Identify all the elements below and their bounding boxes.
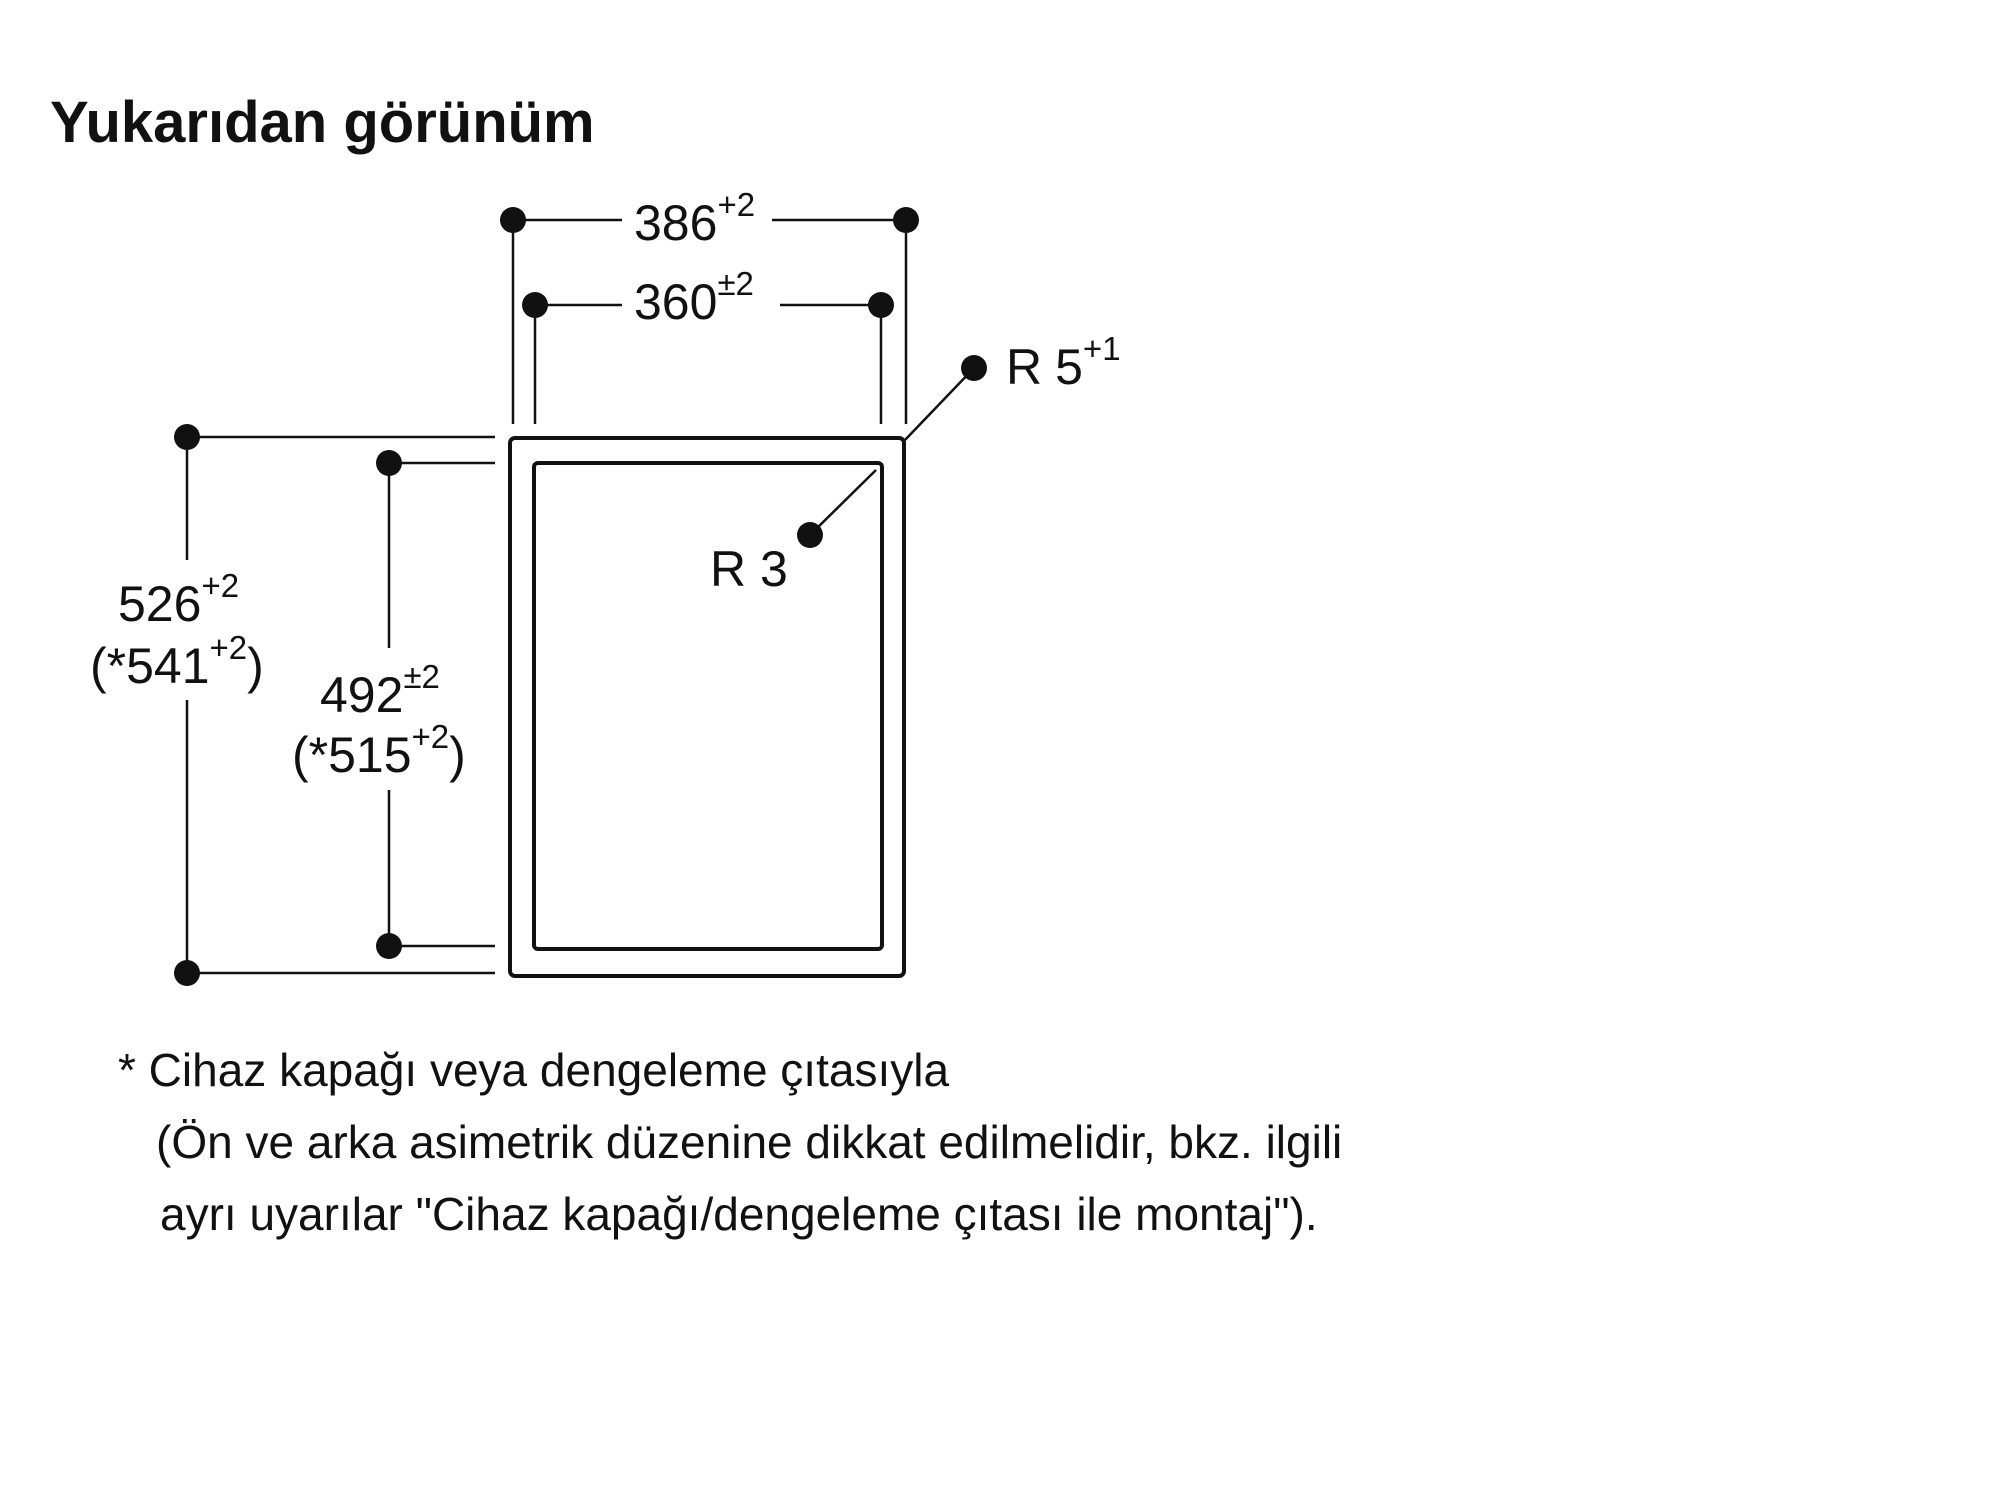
- dimension-label: [118, 567, 239, 632]
- dimension-tolerance: ±2: [403, 658, 440, 695]
- dimension-dot: [500, 207, 526, 233]
- dimension-dot: [174, 960, 200, 986]
- dimension-value: 526: [118, 576, 202, 632]
- dimension-tolerance: +2: [717, 186, 756, 223]
- radius-outer-callout: [905, 330, 1121, 440]
- dimension-value: 386: [634, 195, 718, 251]
- dimension-value: 492: [320, 667, 404, 723]
- dimension-dot: [868, 292, 894, 318]
- leader-line: [810, 470, 876, 535]
- page-title: Yukarıdan görünüm: [50, 90, 595, 155]
- dimension-tolerance: ±2: [717, 265, 754, 302]
- radius-value: 5: [1055, 339, 1083, 395]
- dimension-dot: [893, 207, 919, 233]
- dimension-dot: [522, 292, 548, 318]
- dimension-alt-tolerance: +2: [209, 629, 248, 666]
- footnote-line-2: (Ön ve arka asimetrik düzenine dikkat edilmelidir, bkz. ilgili: [156, 1116, 1343, 1168]
- cutout-outer-frame: [510, 438, 904, 976]
- dimension-dot: [376, 933, 402, 959]
- dimension-alt-value: (*541: [90, 638, 210, 694]
- dimension-label: [634, 186, 755, 251]
- dimension-dot: [376, 450, 402, 476]
- dimension-alt-tolerance: +2: [411, 718, 450, 755]
- radius-label: R 3: [710, 541, 788, 597]
- dimension-alt-close: ): [247, 638, 264, 694]
- dimension-tolerance: +2: [201, 567, 240, 604]
- dimension-dot: [174, 424, 200, 450]
- dimension-depth-outer: [90, 424, 495, 986]
- dimension-alt-label: [90, 629, 264, 694]
- cutout-inner-frame: [534, 463, 882, 949]
- radius-inner-callout: [710, 470, 876, 597]
- footnote-line-3: ayrı uyarılar "Cihaz kapağı/dengeleme çıtası ile montaj").: [160, 1188, 1318, 1240]
- leader-dot: [961, 355, 987, 381]
- dimension-alt-value: (*515: [292, 727, 412, 783]
- dimension-label: [320, 658, 440, 723]
- dimension-alt-close: ): [449, 727, 466, 783]
- dimension-depth-inner: [292, 450, 495, 959]
- radius-label: [1006, 330, 1121, 395]
- radius-tolerance: +1: [1082, 330, 1121, 367]
- dimension-label: [634, 265, 754, 330]
- footnote-line-1: * Cihaz kapağı veya dengeleme çıtasıyla: [118, 1044, 950, 1096]
- footnote: [118, 1044, 1342, 1240]
- dimension-alt-label: [292, 718, 466, 783]
- dimension-width-inner: [522, 265, 894, 424]
- leader-line: [905, 368, 974, 440]
- dimension-value: 360: [634, 274, 718, 330]
- leader-dot: [797, 522, 823, 548]
- radius-prefix: R: [1006, 339, 1043, 395]
